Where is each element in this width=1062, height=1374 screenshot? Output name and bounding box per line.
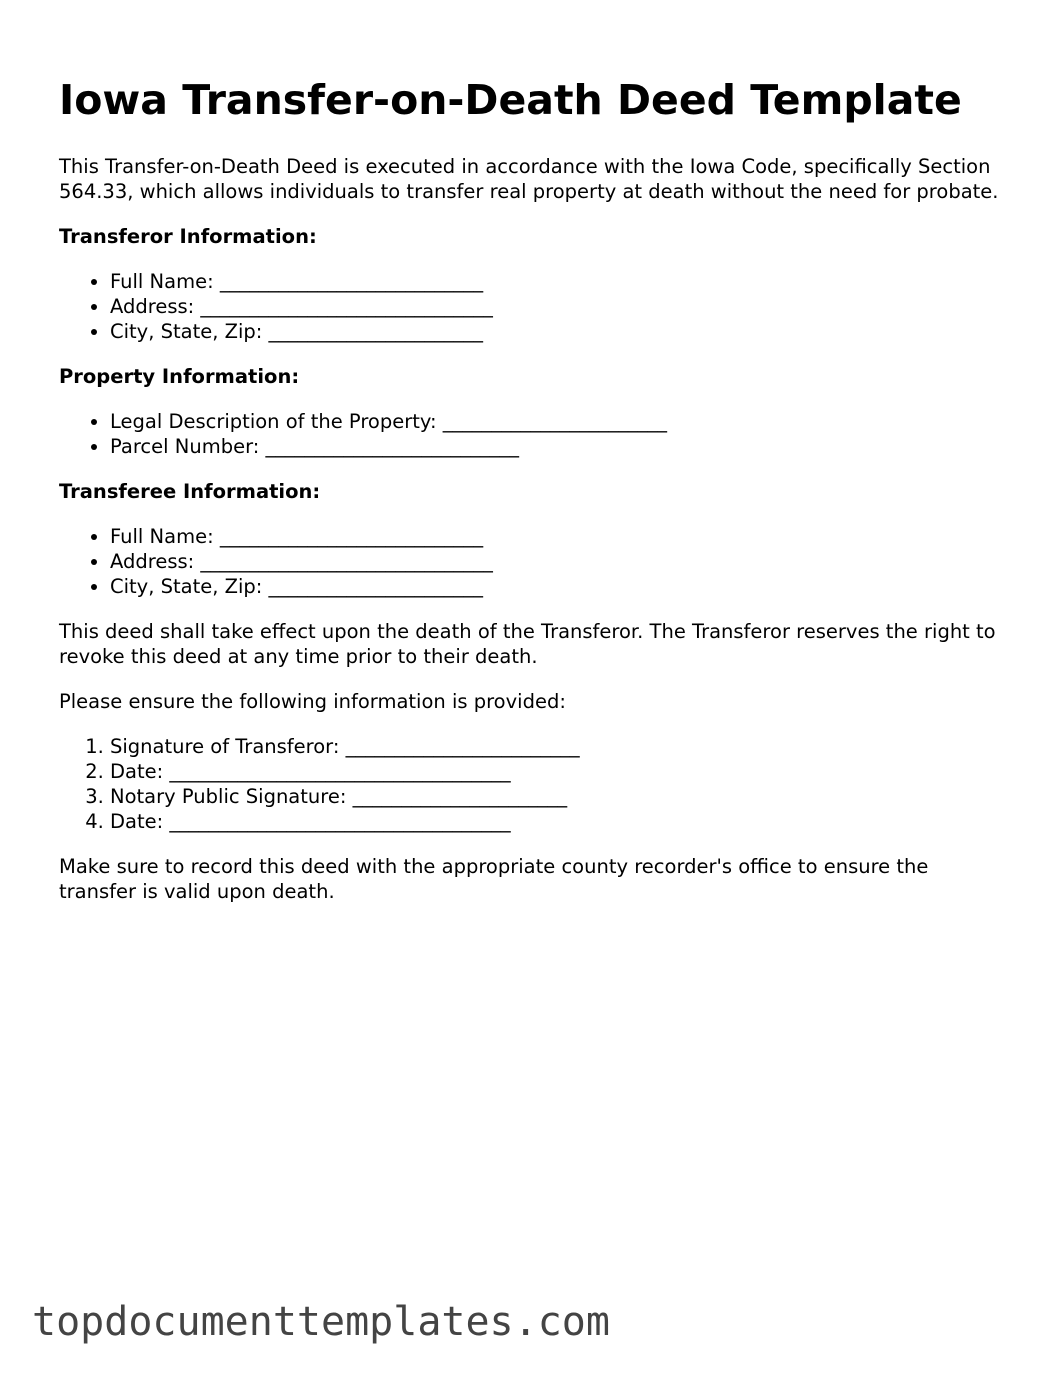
transferee-full-name: • Full Name: ___________________________ [110,524,1009,549]
transferor-city-state-zip: • City, State, Zip: ______________________ [110,319,1009,344]
requirement-notary-date: 4. Date: ___________________________________ [110,809,1009,834]
transferor-full-name: • Full Name: ___________________________ [110,269,1009,294]
document-title: Iowa Transfer-on-Death Deed Template [59,76,962,124]
requirement-transferor-signature: 1. Signature of Transferor: ________________________ [110,734,1009,759]
watermark-text: topdocumenttemplates.com [32,1299,610,1345]
ensure-paragraph: Please ensure the following information is provided: [59,690,566,713]
requirements-list [59,734,1009,834]
requirement-date: 2. Date: ___________________________________ [110,759,1009,784]
property-legal-description: • Legal Description of the Property: _______________________ [110,409,1009,434]
document-page [59,74,1009,924]
transferee-list [59,524,1009,599]
effect-paragraph: This deed shall take effect upon the death of the Transferor. The Transferor reserves the right to revoke this deed at any time prior to their death. [59,620,996,668]
transferee-heading: Transferee Information: [59,480,321,503]
transferor-list [59,269,1009,344]
transferor-heading: Transferor Information: [59,225,317,248]
property-parcel-number: • Parcel Number: __________________________ [110,434,1009,459]
property-list [59,409,1009,459]
requirement-notary-signature: 3. Notary Public Signature: ______________________ [110,784,1009,809]
transferee-city-state-zip: • City, State, Zip: ______________________ [110,574,1009,599]
closing-paragraph: Make sure to record this deed with the appropriate county recorder's office to ensure the transfer is valid upon death. [59,855,929,903]
transferee-address: • Address: ______________________________ [110,549,1009,574]
intro-paragraph: This Transfer-on-Death Deed is executed in accordance with the Iowa Code, specifically Section 564.33, which allows individuals to transfer real property at death without the need for probate. [59,155,999,203]
property-heading: Property Information: [59,365,300,388]
transferor-address: • Address: ______________________________ [110,294,1009,319]
